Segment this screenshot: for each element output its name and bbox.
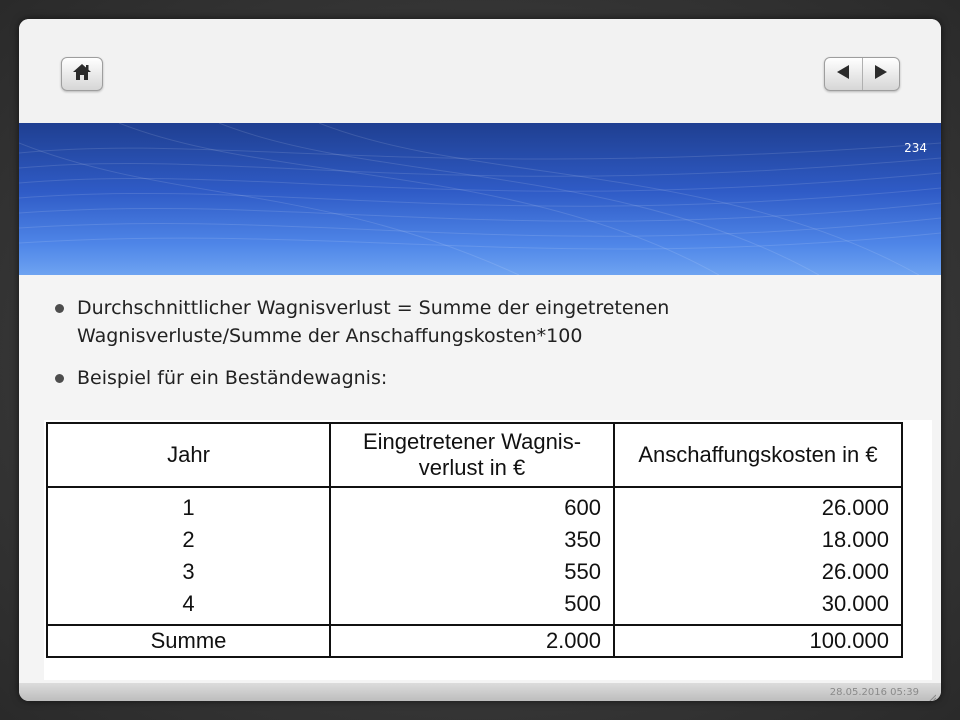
table-sum-row [47, 625, 902, 657]
bullet-dot [55, 304, 64, 313]
kosten-value: 26.000 [821, 495, 889, 520]
data-table [46, 422, 903, 658]
jahr-value: 4 [182, 591, 195, 616]
bullet-list [55, 294, 915, 406]
table-header-row [47, 423, 902, 487]
header-jahr: Jahr [47, 423, 330, 487]
verlust-cell [330, 487, 614, 625]
bullet-text: Durchschnittlicher Wagnisverlust = Summe der eingetretenen [77, 297, 670, 319]
jahr-value: 2 [182, 527, 195, 552]
header-verlust-line2: verlust in € [418, 455, 526, 480]
example-table-image [44, 420, 932, 680]
kosten-cell [614, 487, 902, 625]
slide-navigation [824, 57, 900, 91]
verlust-value: 550 [564, 559, 601, 584]
triangle-right-icon [874, 64, 888, 84]
banner-wave-pattern [19, 123, 941, 275]
header-banner [19, 123, 941, 275]
previous-slide-button[interactable] [825, 58, 862, 90]
slide [19, 19, 941, 701]
bullet-dot [55, 374, 64, 383]
sum-verlust: 2.000 [330, 625, 614, 657]
kosten-value: 18.000 [821, 527, 889, 552]
header-verlust [330, 423, 614, 487]
footer-bar [19, 683, 941, 701]
resize-grip-icon[interactable] [926, 688, 936, 698]
header-verlust-line1: Eingetretener Wagnis- [362, 429, 582, 454]
jahr-value: 1 [182, 495, 195, 520]
home-icon [72, 63, 92, 85]
jahr-cell [47, 487, 330, 625]
sum-kosten: 100.000 [614, 625, 902, 657]
top-toolbar [19, 19, 941, 123]
kosten-value: 26.000 [821, 559, 889, 584]
kosten-value: 30.000 [821, 591, 889, 616]
verlust-value: 350 [564, 527, 601, 552]
header-kosten: Anschaffungskosten in € [614, 423, 902, 487]
bullet-item-formula [55, 294, 915, 350]
next-slide-button[interactable] [862, 58, 900, 90]
footer-datetime: 28.05.2016 05:39 [829, 687, 919, 698]
jahr-value: 3 [182, 559, 195, 584]
slide-number: 234 [904, 141, 927, 155]
verlust-value: 600 [564, 495, 601, 520]
verlust-value: 500 [564, 591, 601, 616]
bullet-item-example [55, 364, 915, 392]
sum-label: Summe [47, 625, 330, 657]
triangle-left-icon [836, 64, 850, 84]
table-row [47, 487, 902, 625]
bullet-text: Wagnisverluste/Summe der Anschaffungskosten*100 [77, 325, 583, 347]
bullet-text: Beispiel für ein Beständewagnis: [77, 367, 388, 389]
home-button[interactable] [61, 57, 103, 91]
